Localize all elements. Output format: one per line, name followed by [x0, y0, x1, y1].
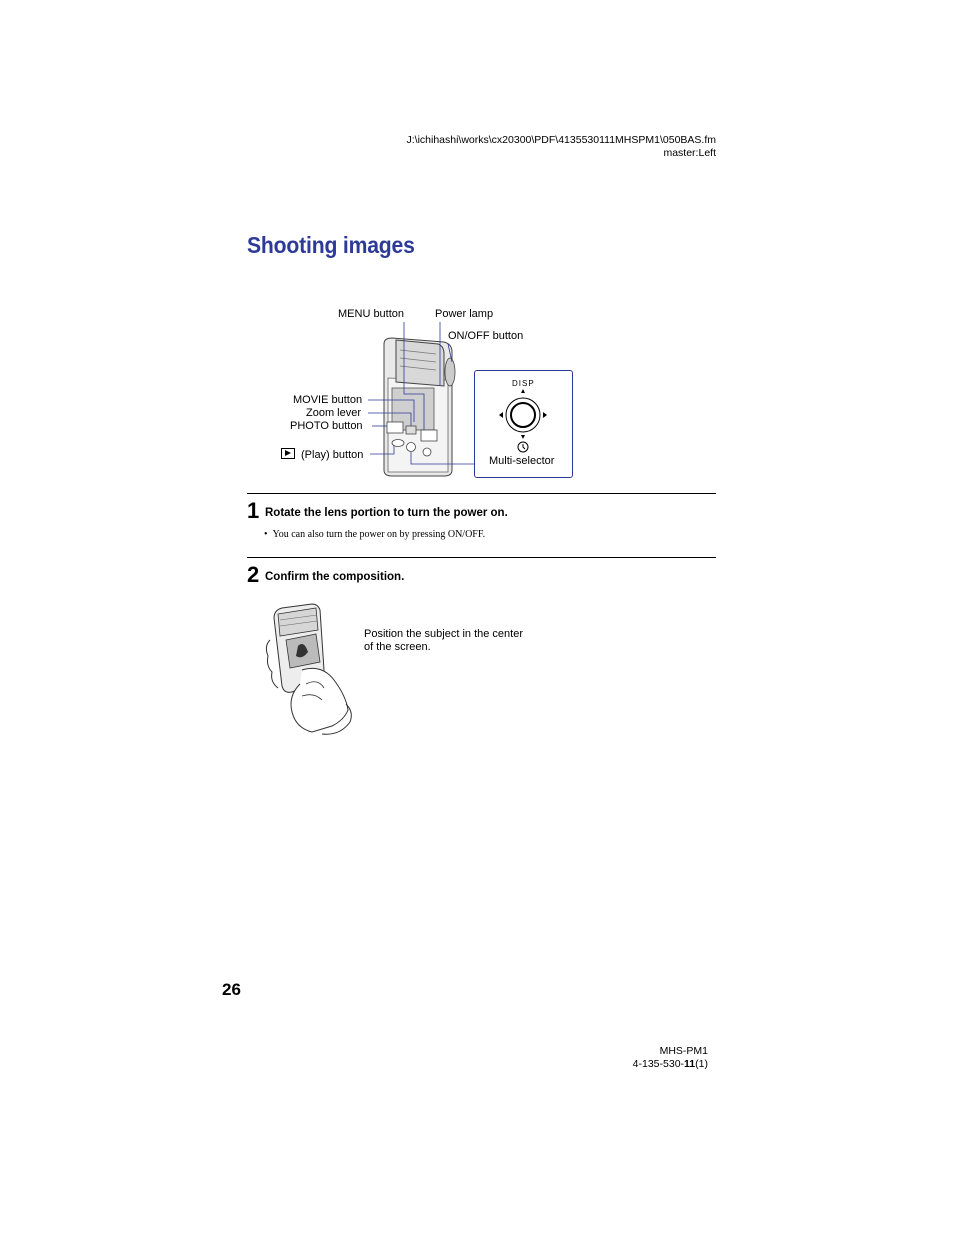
multi-selector-inset [474, 370, 573, 478]
footer-model: MHS-PM1 [659, 1045, 708, 1057]
step-number: 1 [247, 498, 260, 523]
footer-code-prefix: 4-135-530- [632, 1058, 685, 1070]
photo-button-label: PHOTO button [290, 420, 363, 432]
master-label: master:Left [663, 147, 716, 159]
step-note-line: Position the subject in the center [364, 628, 523, 640]
zoom-lever-label: Zoom lever [306, 407, 362, 419]
bullet-text: You can also turn the power on by pressing ON/OFF. [272, 529, 486, 540]
footer-code [633, 1058, 708, 1071]
step-note-line: of the screen. [364, 641, 431, 653]
footer-code-bold: 11 [684, 1058, 696, 1070]
hand-illustration [262, 600, 362, 740]
step-divider [247, 493, 716, 494]
multi-selector-label: Multi-selector [489, 455, 555, 467]
file-path: J:\ichihashi\works\cx20300\PDF\4135530111MHSPM1\050BAS.fm [406, 134, 716, 146]
on-off-button-label: ON/OFF button [448, 330, 524, 342]
movie-button-label: MOVIE button [293, 394, 363, 406]
menu-button-label: MENU button [338, 308, 405, 320]
footer-code-suffix: (1) [695, 1058, 708, 1070]
step-divider [247, 557, 716, 558]
play-icon [281, 448, 295, 459]
step-number: 2 [247, 562, 260, 587]
disp-label: DISP [512, 379, 535, 388]
page-title: Shooting images [247, 232, 415, 258]
page-number: 26 [222, 980, 241, 999]
power-lamp-label: Power lamp [435, 308, 494, 320]
step-bullet: • You can also turn the power on by pressing ON/OFF. [264, 529, 486, 540]
hand-holding-camera-image [262, 600, 362, 740]
step-text: Rotate the lens portion to turn the power on. [265, 507, 508, 519]
play-button-label [281, 448, 363, 462]
play-button-text: (Play) button [301, 449, 364, 461]
step-text: Confirm the composition. [265, 571, 405, 583]
multi-selector-icon [493, 387, 553, 457]
